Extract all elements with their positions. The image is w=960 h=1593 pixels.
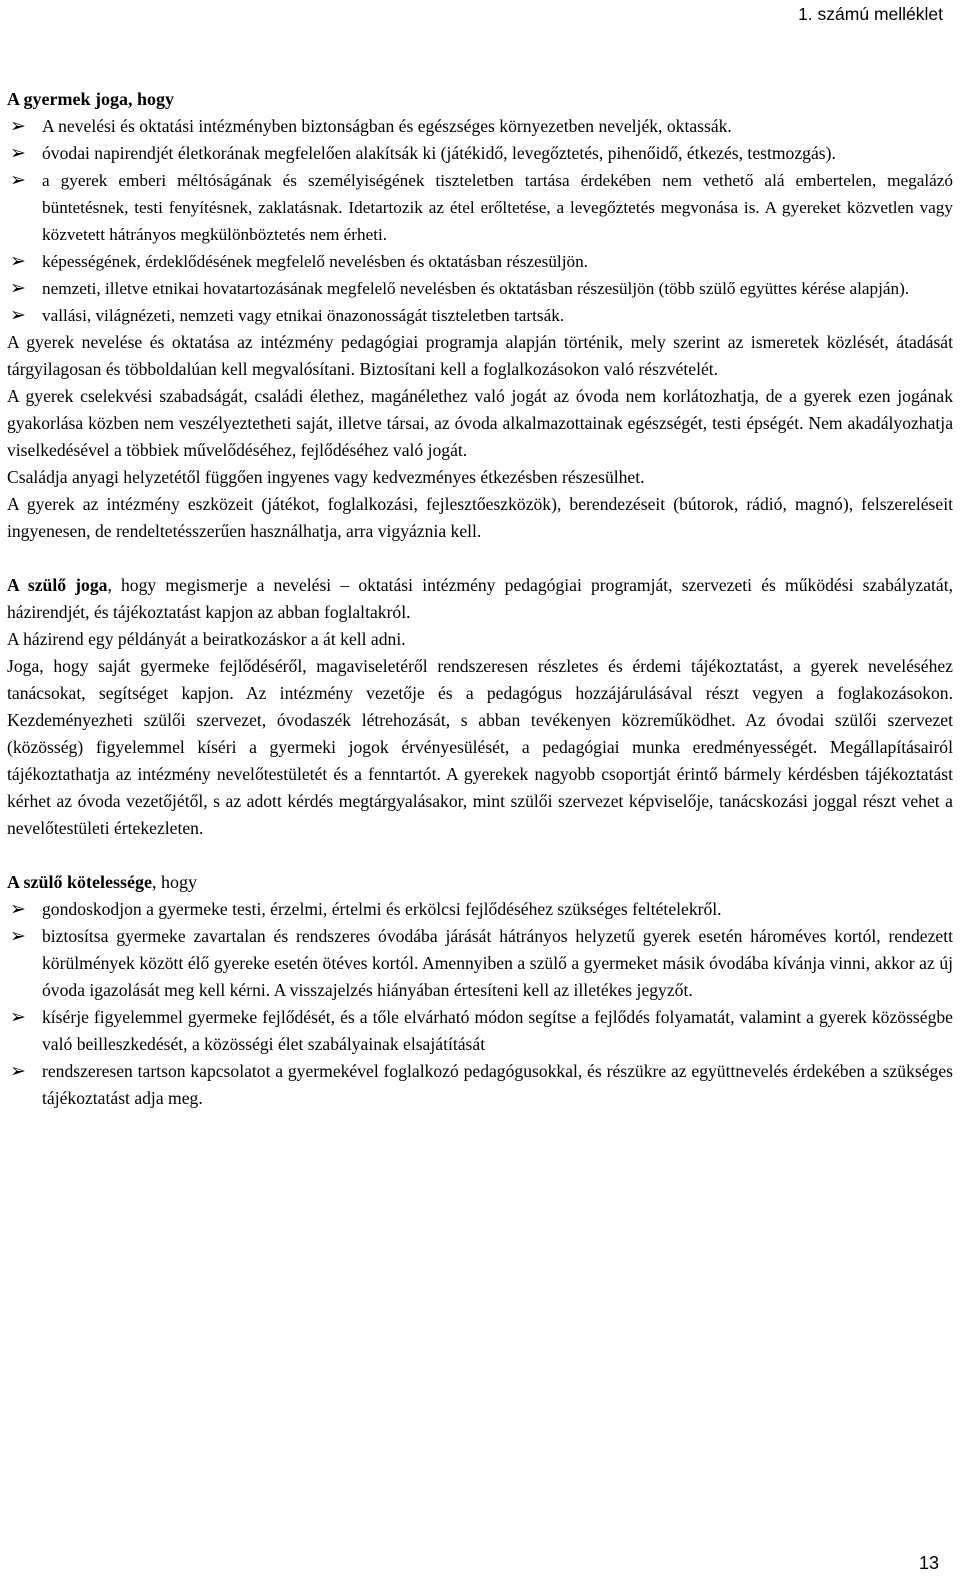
- arrow-bullet-icon: ➢: [10, 142, 26, 164]
- arrow-bullet-icon: ➢: [10, 115, 26, 137]
- list-item: ➢ rendszeresen tartson kapcsolatot a gyermekével foglalkozó pedagógusokkal, és részükre az együttnevelés érdekében a szükséges tájékoztatást adja meg.: [10, 1060, 953, 1108]
- paragraph: Joga, hogy saját gyermeke fejlődéséről, magaviseletéről rendszeresen részletes és érdemi tájékoztatást, a gyerek neveléséhez tanácsokat, segítséget kapjon. Az intézmény vezetője és a pedagógus hozzájárulásával részt vegyen a foglakozásokon. Kezdeményezheti szülői szervezet, óvodaszék létrehozását, s abban tevékenyen közreműködhet. Az óvodai szülői szervezet (közösség) figyelemmel kíséri a gyermeki jogok érvényesülését, a pedagógiai munka eredményességét. Megállapításairól tájékoztathatja az intézmény nevelőtestületét és a fenntartót. A gyerekek nagyobb csoportját érintő bármely kérdésben tájékoztatást kérhet az óvoda vezetőjétől, s az adott kérdés megtárgyalásakor, mint szülői szervezet képviselője, tanácskozási joggal részt vehet a nevelőtestületi értekezleten.: [7, 656, 953, 838]
- list-item: ➢ biztosítsa gyermeke zavartalan és rendszeres óvodába járását hátrányos helyzetű gyerek esetén hároméves kortól, rendezett körülmények között élő gyereke esetén ötéves kortól. Amennyiben a szülő a gyermeket másik óvodába kívánja vinni, akkor az új óvoda igazolását meg kell kérni. A visszajelzés hiányában értesíteni kell az illetékes jegyzőt.: [10, 925, 953, 1000]
- parent-rights-heading: A szülő joga: [7, 575, 108, 595]
- appendix-label: 1. számú melléklet: [798, 4, 943, 24]
- paragraph: Családja anyagi helyzetétől függően ingyenes vagy kedvezményes étkezésben részesülhet.: [7, 467, 645, 487]
- document-body: [7, 86, 953, 1112]
- list-item: ➢ kísérje figyelemmel gyermeke fejlődését, és a tőle elvárható módon segítse a fejlődés folyamatát, valamint a gyerek közösségbe való beilleszkedését, a közösségi élet szabályainak elsajátítását: [10, 1006, 953, 1054]
- list-item: ➢ képességének, érdeklődésének megfelelő nevelésben és oktatásban részesüljön.: [7, 248, 953, 275]
- parent-duties-list: [7, 896, 953, 1112]
- list-item: ➢ a gyerek emberi méltóságának és személyiségének tiszteletben tartása érdekében nem vethető alá embertelen, megalázó büntetésnek, testi fenyítésnek, zaklatásnak. Idetartozik az étel erőltetése, a levegőztetés megvonása is. A gyereket közvetlen vagy közvetett hátrányos megkülönböztetés nem érheti.: [10, 169, 953, 244]
- paragraph: A házirend egy példányát a beiratkozáskor a át kell adni.: [7, 629, 406, 649]
- arrow-bullet-icon: ➢: [10, 169, 26, 191]
- paragraph: A gyerek cselekvési szabadságát, családi élethez, magánélethez való jogát az óvoda nem korlátozhatja, de a gyerek ezen jogának gyakorlása közben nem veszélyeztetheti saját, illetve társai, az óvoda alkalmazottainak egészségét, testi épségét. Nem akadályozhatja viselkedésével a többiek művelődéséhez, fejlődéséhez való jogát.: [7, 386, 953, 460]
- paragraph: A gyerek az intézmény eszközeit (játékot, foglalkozási, fejlesztőeszközök), berendezéseit (bútorok, rádió, magnó), felszereléseit ingyenesen, de rendeltetésszerűen használhatja, arra vigyáznia kell.: [7, 494, 953, 541]
- arrow-bullet-icon: ➢: [10, 304, 26, 326]
- list-item: ➢ gondoskodjon a gyermeke testi, érzelmi, értelmi és erkölcsi fejlődéséhez szükséges feltételekről.: [7, 896, 953, 923]
- parent-duties-heading: A szülő kötelessége: [7, 872, 152, 892]
- arrow-bullet-icon: ➢: [10, 925, 26, 947]
- paragraph: A gyerek nevelése és oktatása az intézmény pedagógiai programja alapján történik, mely szerint az ismeretek közlését, átadását tárgyilagosan és többoldalúan kell megvalósítani. Biztosítani kell a foglalkozásokon való részvételét.: [7, 332, 953, 379]
- list-item: ➢ nemzeti, illetve etnikai hovatartozásának megfelelő nevelésben és oktatásban részesüljön (több szülő együttes kérése alapján).: [7, 275, 953, 302]
- arrow-bullet-icon: ➢: [10, 1060, 26, 1082]
- child-rights-heading: A gyermek joga, hogy: [7, 89, 174, 109]
- arrow-bullet-icon: ➢: [10, 250, 26, 272]
- arrow-bullet-icon: ➢: [10, 277, 26, 299]
- page-number: 13: [918, 1553, 939, 1573]
- arrow-bullet-icon: ➢: [10, 898, 26, 920]
- arrow-bullet-icon: ➢: [10, 1006, 26, 1028]
- list-item: ➢ vallási, világnézeti, nemzeti vagy etnikai önazonosságát tiszteletben tartsák.: [7, 302, 953, 329]
- list-item: ➢ óvodai napirendjét életkorának megfelelően alakítsák ki (játékidő, levegőztetés, pihenőidő, étkezés, testmozgás).: [7, 140, 953, 167]
- parent-duties-intro: A szülő kötelessége, hogy: [7, 872, 197, 892]
- parent-rights-intro: A szülő joga, hogy megismerje a nevelési – oktatási intézmény pedagógiai programját, szervezeti és működési szabályzatát, házirendjét, és tájékoztatást kapjon az abban foglaltakról.: [7, 575, 953, 622]
- child-rights-list: [7, 113, 953, 329]
- list-item: ➢ A nevelési és oktatási intézményben biztonságban és egészséges környezetben neveljék, oktassák.: [7, 113, 953, 140]
